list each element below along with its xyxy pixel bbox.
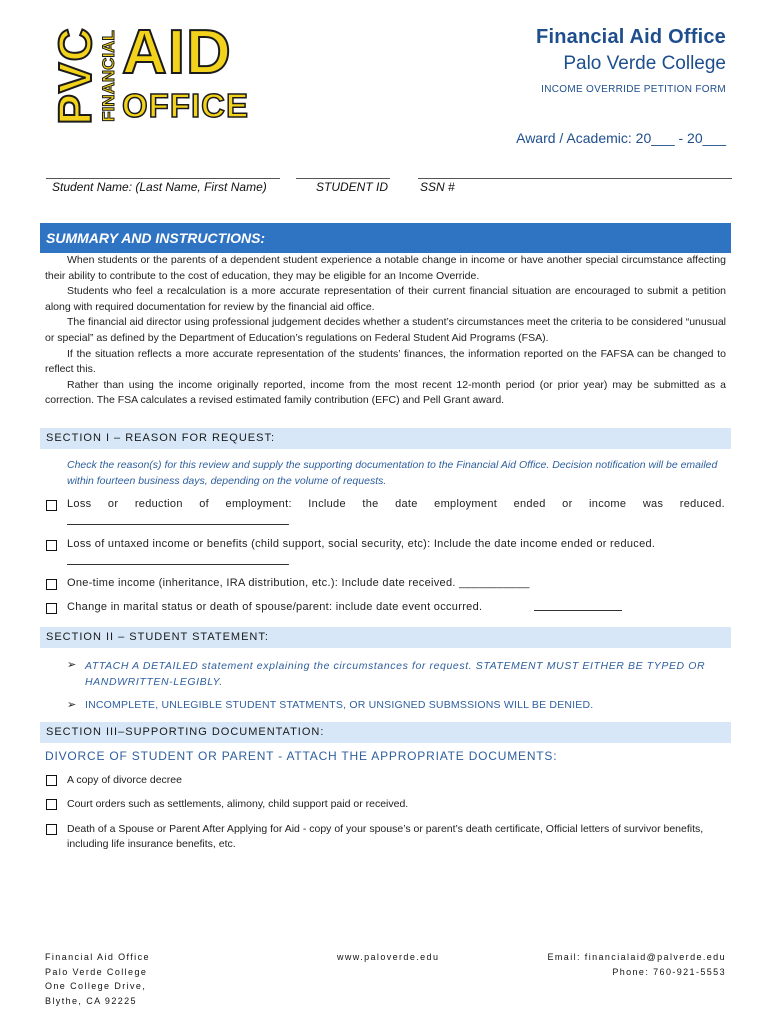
footer-college: Palo Verde College (45, 966, 148, 977)
student-name-label: Student Name: (Last Name, First Name) (52, 180, 267, 194)
checkbox-loss-untaxed[interactable] (46, 540, 57, 551)
footer-contact (547, 950, 726, 979)
checkbox-court-orders[interactable] (46, 799, 57, 810)
ssn-label: SSN # (420, 180, 455, 194)
footer-street: One College Drive, (45, 981, 147, 991)
footer-city: Blythe, CA 92225 (45, 995, 137, 1006)
section3-header-bar (40, 722, 731, 743)
summary-paragraph: The financial aid director using professional judgement decides whether a student’s circumstances meet the criteria to be considered “unusual or special” as defined by the Department of Education’s regulations on Federal Student Aid Programs (FSA). (45, 316, 726, 344)
footer-email[interactable]: Email: financialaid@palverde.edu (547, 952, 726, 962)
reason-loss-employment: Loss or reduction of employment: Include the date employment ended or income was reduced. (67, 498, 725, 510)
logo-office-text: OFFICE (122, 87, 249, 124)
footer-website[interactable]: www.paloverde.edu (337, 952, 440, 962)
section1-heading: SECTION I – REASON FOR REQUEST: (46, 432, 276, 444)
summary-header-bar (40, 223, 731, 253)
award-year-field[interactable]: Award / Academic: 20___ - 20___ (516, 130, 726, 146)
footer-phone: Phone: 760-921-5553 (612, 966, 726, 977)
doc-divorce-decree: A copy of divorce decree (67, 774, 182, 786)
logo-financial-text: FINANCIAL (99, 30, 118, 122)
checkbox-divorce-decree[interactable] (46, 775, 57, 786)
attach-statement-instruction: ATTACH A DETAILED statement explaining the circumstances for request. STATEMENT MUST EITHER BE TYPED OR HANDWRITTEN-LEGIBLY. (85, 660, 706, 688)
summary-paragraph: Rather than using the income originally reported, income from the most recent 12-month period (or prior year) may be submitted as a correction. The FSA calculates a revised estimated family contribution (EFC) and Pell Grant award. (45, 378, 726, 407)
footer-address (45, 950, 150, 1008)
denial-warning: INCOMPLETE, UNLEGIBLE STUDENT STATMENTS, OR UNSIGNED SUBMSSIONS WILL BE DENIED. (85, 699, 594, 711)
summary-paragraph: If the situation reflects a more accurate representation of the students’ finances, the information reported on the FAFSA can be changed to reflect this. (45, 347, 726, 376)
section2-heading: SECTION II – STUDENT STATEMENT: (46, 631, 269, 643)
logo-aid-text: AID (122, 18, 232, 87)
section2-header-bar (40, 627, 731, 648)
reason-loss-untaxed: Loss of untaxed income or benefits (child support, social security, etc): Include the date income ended or reduced. (67, 538, 656, 550)
arrow-bullet-icon: ➢ (67, 699, 77, 711)
summary-heading: SUMMARY AND INSTRUCTIONS: (46, 230, 266, 246)
office-title: Financial Aid Office (536, 26, 726, 48)
student-name-line[interactable] (46, 178, 280, 179)
checkbox-one-time-income[interactable] (46, 579, 57, 590)
date-blank-untaxed[interactable] (67, 564, 289, 565)
divorce-subheading: DIVORCE OF STUDENT OR PARENT - ATTACH THE APPROPRIATE DOCUMENTS: (45, 749, 558, 763)
summary-text (45, 253, 726, 409)
date-blank-employment[interactable] (67, 524, 289, 525)
reason-one-time-income: One-time income (inheritance, IRA distribution, etc.): Include date received. ___________ (67, 577, 530, 589)
arrow-bullet-icon: ➢ (67, 659, 77, 671)
summary-paragraph: When students or the parents of a dependent student experience a notable change in income or have another special circumstance affecting their ability to contribute to the cost of education, they may be eligible for an Income Override. (45, 254, 726, 282)
section3-heading: SECTION III–SUPPORTING DOCUMENTATION: (46, 726, 325, 738)
doc-death-certificate: Death of a Spouse or Parent After Applying for Aid - copy of your spouse’s or parent’s death certificate, Official letters of survivor benefits, including life insurance benefits, etc. (67, 823, 704, 850)
summary-paragraph: Students who feel a recalculation is a more accurate representation of their current financial situation are encouraged to submit a petition along with required documentation for review by the financial aid office. (45, 285, 726, 313)
footer-office: Financial Aid Office (45, 952, 150, 962)
reason-marital-status: Change in marital status or death of spouse/parent: include date event occurred. (67, 601, 483, 613)
section1-header-bar (40, 428, 731, 449)
checkbox-loss-employment[interactable] (46, 500, 57, 511)
ssn-line[interactable] (418, 178, 732, 179)
section1-note: Check the reason(s) for this review and supply the supporting documentation to the Financial Aid Office. Decision notification will be emailed within fourteen business days, depending on the volume of requests. (67, 459, 718, 487)
pvc-financial-aid-logo (49, 18, 249, 130)
form-name: INCOME OVERRIDE PETITION FORM (541, 84, 726, 95)
student-id-line[interactable] (296, 178, 390, 179)
checkbox-marital-status[interactable] (46, 603, 57, 614)
date-blank-marital[interactable] (534, 610, 622, 611)
college-name: Palo Verde College (563, 53, 726, 74)
student-id-label: STUDENT ID (316, 180, 388, 194)
checkbox-death-spouse-parent[interactable] (46, 824, 57, 835)
logo-pvc-text: PVC (49, 27, 101, 125)
doc-court-orders: Court orders such as settlements, alimony, child support paid or received. (67, 798, 409, 810)
